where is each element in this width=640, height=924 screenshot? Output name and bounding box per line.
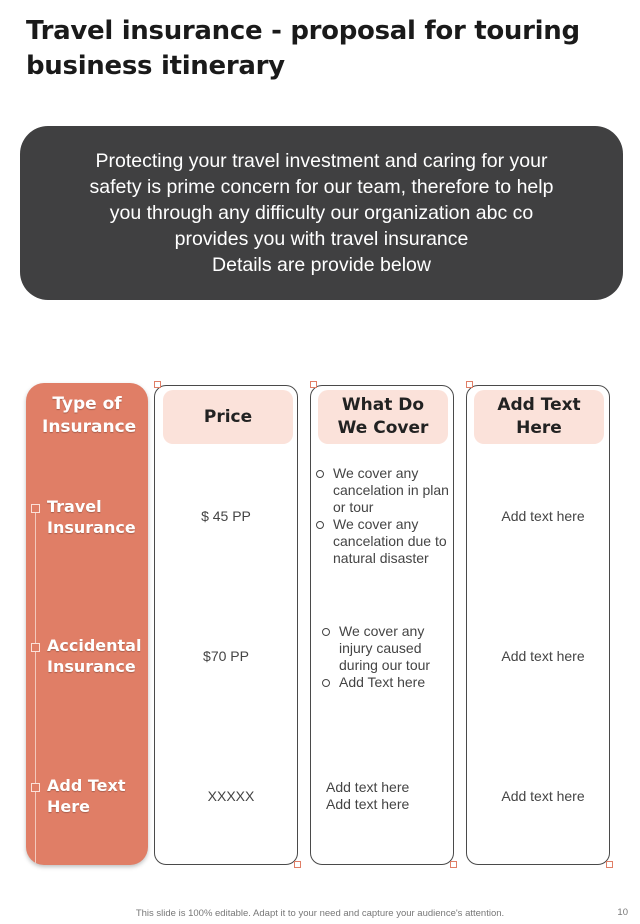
intro-line: Details are provide below	[212, 254, 431, 276]
row-marker-icon	[31, 643, 40, 652]
type-row	[26, 497, 148, 541]
page-title: Travel insurance - proposal for touring business itinerary	[26, 16, 580, 81]
intro-text	[42, 148, 602, 278]
corner-handle	[466, 381, 473, 388]
extra-cell: Add text here	[501, 788, 585, 804]
corner-handle	[294, 861, 301, 868]
price-cell: $70 PP	[203, 648, 249, 664]
insurance-type-column	[26, 383, 148, 865]
type-label: Travel Insurance	[47, 497, 136, 537]
intro-line: provides you with travel insurance	[174, 228, 469, 250]
corner-handle	[154, 381, 161, 388]
cover-list	[322, 623, 440, 691]
extra-cell: Add text here	[501, 508, 585, 524]
extra-cell: Add text here	[501, 648, 585, 664]
cover-item: Add Text here	[322, 674, 440, 691]
price-header: Price	[163, 390, 293, 444]
type-label: Accidental Insurance	[47, 636, 142, 676]
price-cell: $ 45 PP	[201, 508, 251, 524]
price-cell: XXXXX	[207, 788, 255, 804]
intro-line: safety is prime concern for our team, therefore to help	[89, 176, 554, 198]
row-marker-icon	[31, 504, 40, 513]
type-header-text: Type of Insurance	[42, 394, 137, 437]
cover-header-text: What Do We Cover	[337, 395, 429, 438]
cover-line: Add text here	[326, 796, 410, 812]
type-column-header	[26, 393, 148, 439]
type-row	[26, 776, 148, 820]
page-number: 10	[617, 907, 628, 918]
row-marker-icon	[31, 783, 40, 792]
intro-banner	[20, 126, 623, 300]
type-label: Add Text Here	[47, 776, 126, 816]
corner-handle	[606, 861, 613, 868]
cover-item: We cover any cancelation in plan or tour	[316, 465, 452, 516]
footer-note: This slide is 100% editable. Adapt it to your need and capture your audience's attention.	[135, 908, 505, 919]
corner-handle	[450, 861, 457, 868]
extra-header-text: Add Text Here	[497, 395, 581, 438]
cover-text	[326, 779, 446, 813]
intro-line: Protecting your travel investment and caring for your	[95, 150, 548, 172]
cover-item: We cover any injury caused during our tour	[322, 623, 440, 674]
intro-line: you through any difficulty our organization abc co	[109, 202, 534, 224]
corner-handle	[310, 381, 317, 388]
type-row	[26, 636, 148, 680]
cover-line: Add text here	[326, 779, 410, 795]
cover-list	[316, 465, 452, 567]
extra-header	[474, 390, 604, 444]
cover-header	[318, 390, 448, 444]
cover-item: We cover any cancelation due to natural disaster	[316, 516, 452, 567]
